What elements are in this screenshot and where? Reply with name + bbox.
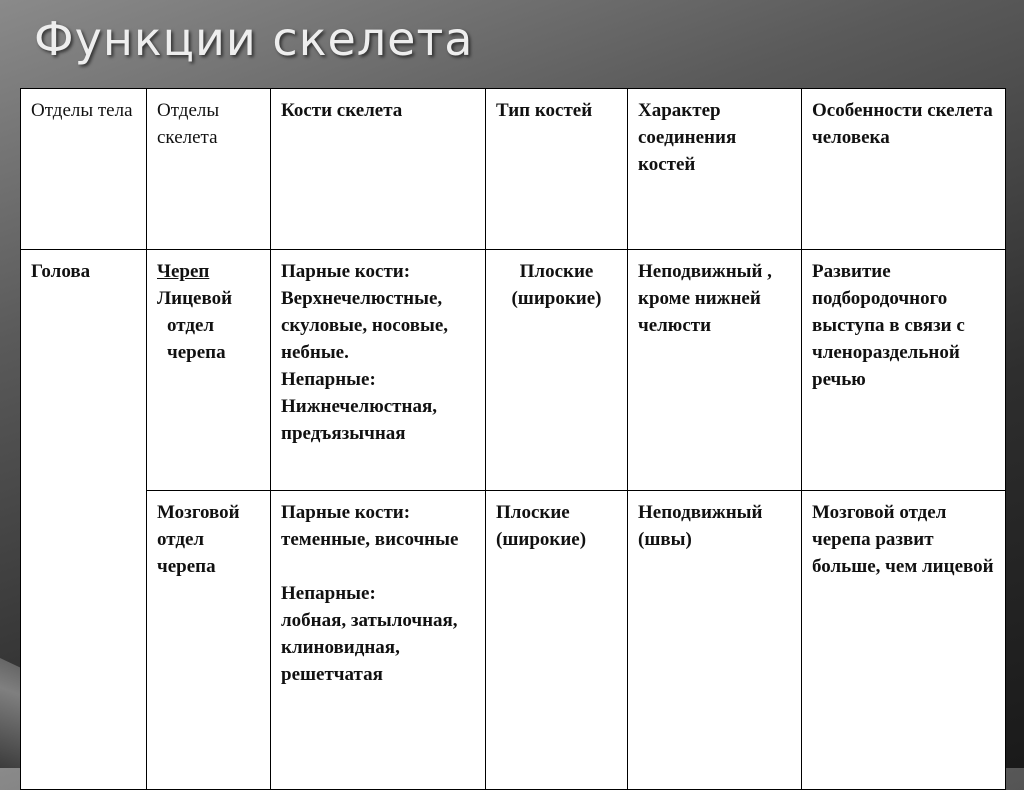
skeleton-table-container [20,88,1005,755]
skeleton-functions-table [20,88,1006,790]
spacer [281,553,475,580]
slide-title: Функции скелета [34,12,474,66]
header-bone-type: Тип костей [486,89,628,250]
cell-cranial-section: Мозговой отдел черепа [147,491,271,790]
body-section-label: Голова [31,261,91,282]
paired-bones-label: Парные кости: [281,261,411,282]
cell-facial-bones [271,250,486,491]
facial-section-label-1: Лицевой [157,288,233,309]
facial-section-label-3: черепа [167,342,226,363]
cell-facial-connection: Неподвижный , кроме нижней челюсти [628,250,802,491]
header-body-sections: Отделы тела [21,89,147,250]
cell-cranial-bones [271,491,486,790]
cell-body-section-head [21,250,147,790]
table-header-row [21,89,1006,250]
cell-facial-features: Развитие подбородочного выступа в связи с членораздельной речью [802,250,1006,491]
paired-bones-list: теменные, височные [281,529,459,550]
cell-cranial-features: Мозговой отдел черепа развит больше, чем лицевой [802,491,1006,790]
cell-facial-bone-type: Плоские (широкие) [486,250,628,491]
unpaired-bones-label: Непарные: [281,369,376,390]
cell-cranial-bone-type: Плоские (широкие) [486,491,628,790]
facial-section-label-2: отдел [167,315,215,336]
paired-bones-label: Парные кости: [281,502,411,523]
unpaired-bones-list: лобная, затылочная, клиновидная, решетчатая [281,610,458,685]
cell-skull-facial-section [147,250,271,491]
paired-bones-list: Верхнечелюстные, скуловые, носовые, небные. [281,288,449,363]
unpaired-bones-list: Нижнечелюстная, предъязычная [281,396,437,444]
header-skeleton-sections: Отделы скелета [147,89,271,250]
unpaired-bones-label: Непарные: [281,583,376,604]
cell-cranial-connection: Неподвижный (швы) [628,491,802,790]
header-human-features: Особенности скелета человека [802,89,1006,250]
skull-label: Череп [157,261,210,282]
header-skeleton-bones: Кости скелета [271,89,486,250]
table-row [21,491,1006,790]
table-row [21,250,1006,491]
header-connection-type: Характер соединения костей [628,89,802,250]
